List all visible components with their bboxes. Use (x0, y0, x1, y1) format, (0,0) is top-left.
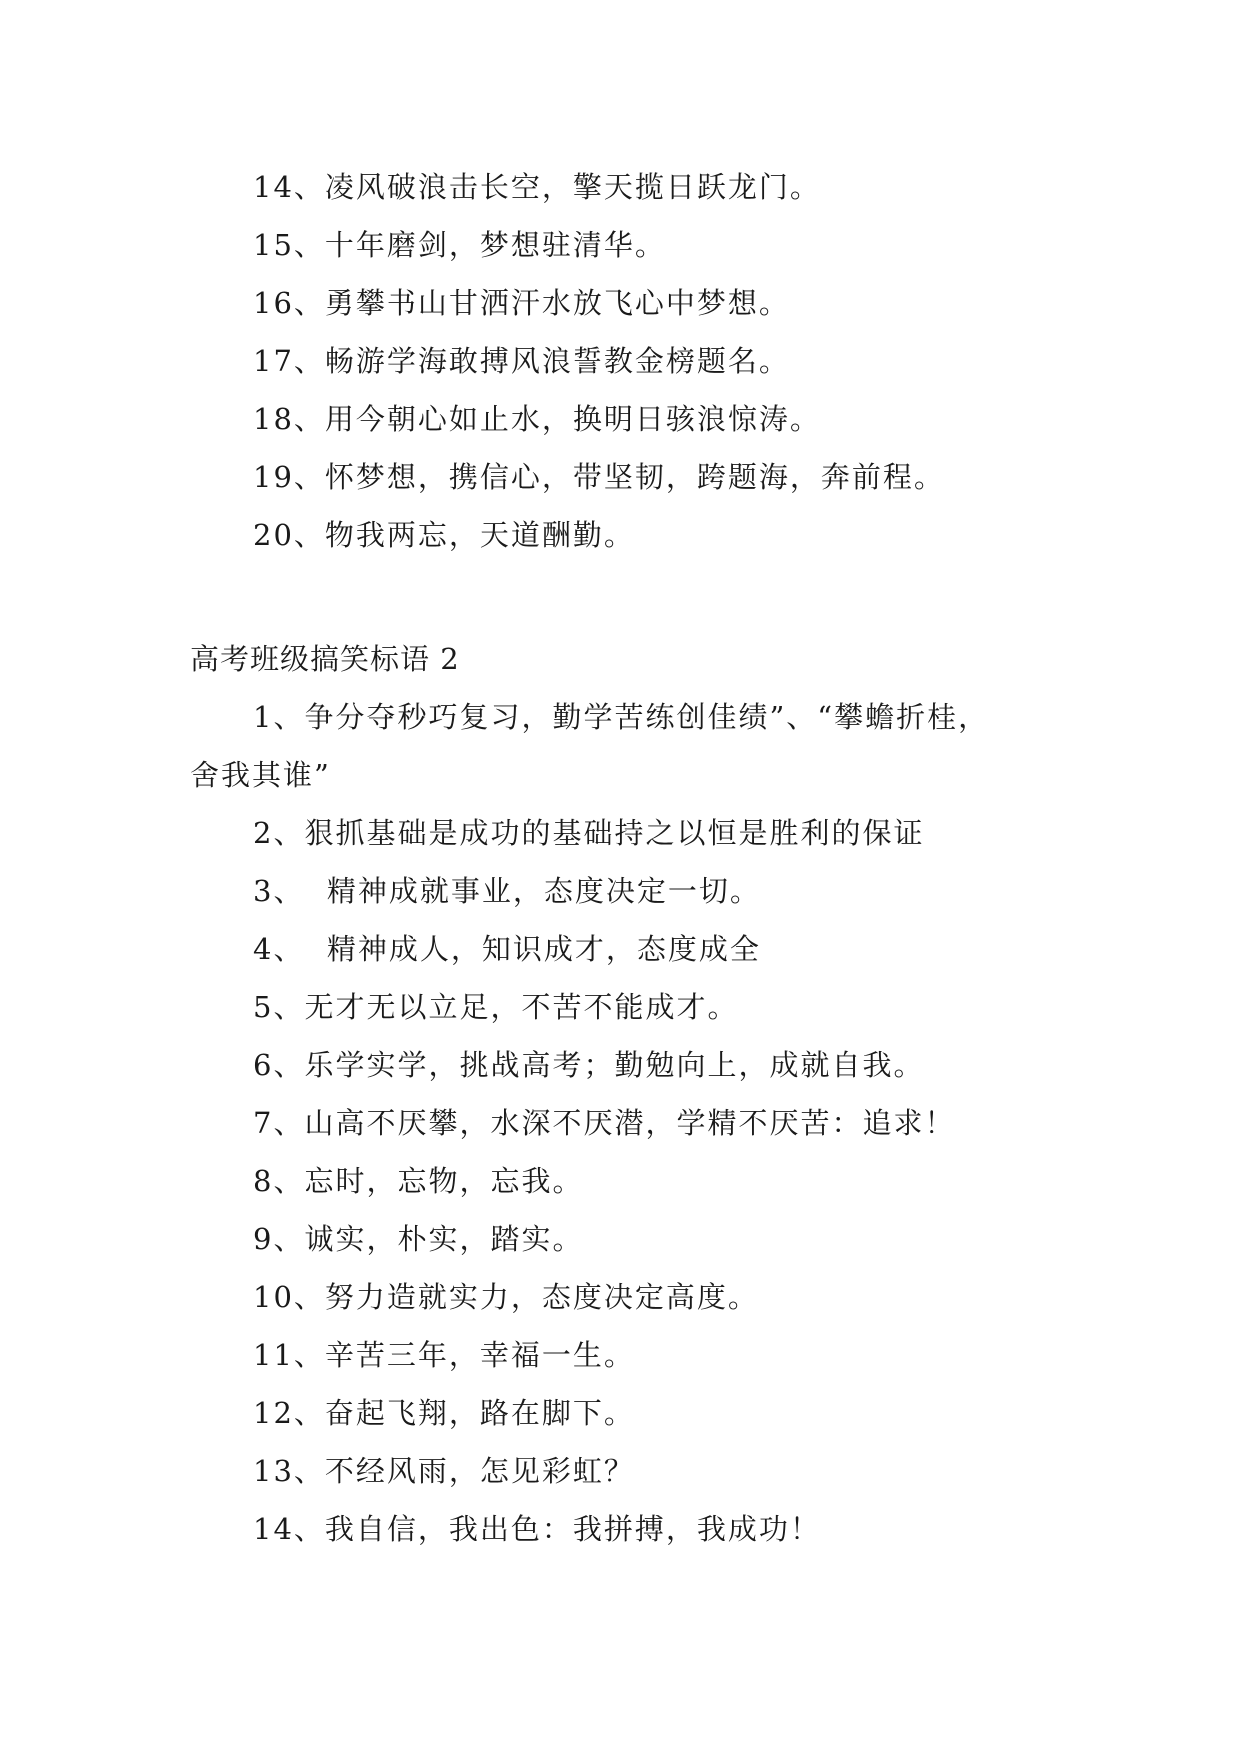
list-item: 3、 精神成就事业，态度决定一切。 (253, 874, 761, 908)
list-item: 4、 精神成人，知识成才，态度成全 (253, 932, 761, 966)
list-item: 2、狠抓基础是成功的基础持之以恒是胜利的保证 (253, 816, 925, 850)
list-item: 20、物我两忘，天道酬勤。 (253, 518, 635, 552)
list-item: 16、勇攀书山甘洒汗水放飞心中梦想。 (253, 286, 790, 320)
list-item-line-continued: 舍我其谁” (190, 758, 331, 792)
list-item: 19、怀梦想，携信心，带坚韧，跨题海，奔前程。 (253, 460, 945, 494)
list-item: 9、诚实，朴实，踏实。 (253, 1222, 584, 1256)
list-item: 11、辛苦三年，幸福一生。 (253, 1338, 635, 1372)
list-item: 17、畅游学海敢搏风浪誓教金榜题名。 (253, 344, 790, 378)
list-item: 12、奋起飞翔，路在脚下。 (253, 1396, 635, 1430)
slogan-section-2 (0, 630, 1241, 1558)
list-item: 6、乐学实学，挑战高考；勤勉向上，成就自我。 (253, 1048, 925, 1082)
list-item-line: 1、争分夺秒巧复习，勤学苦练创佳绩”、“攀蟾折桂， (253, 700, 990, 734)
list-item: 5、无才无以立足，不苦不能成才。 (253, 990, 739, 1024)
slogan-list-continued (0, 158, 1241, 564)
list-item: 14、凌风破浪击长空，擎天揽日跃龙门。 (253, 170, 821, 204)
list-item: 13、不经风雨，怎见彩虹？ (253, 1454, 635, 1488)
list-item: 15、十年磨剑，梦想驻清华。 (253, 228, 666, 262)
list-item: 14、我自信，我出色：我拼搏，我成功！ (253, 1512, 821, 1546)
section-heading: 高考班级搞笑标语 2 (190, 642, 460, 676)
list-item: 10、努力造就实力，态度决定高度。 (253, 1280, 759, 1314)
list-item: 18、用今朝心如止水，换明日骇浪惊涛。 (253, 402, 821, 436)
list-item: 8、忘时，忘物，忘我。 (253, 1164, 584, 1198)
list-item: 7、山高不厌攀，水深不厌潜，学精不厌苦：追求！ (253, 1106, 956, 1140)
list-item-wrapped (0, 688, 1241, 804)
